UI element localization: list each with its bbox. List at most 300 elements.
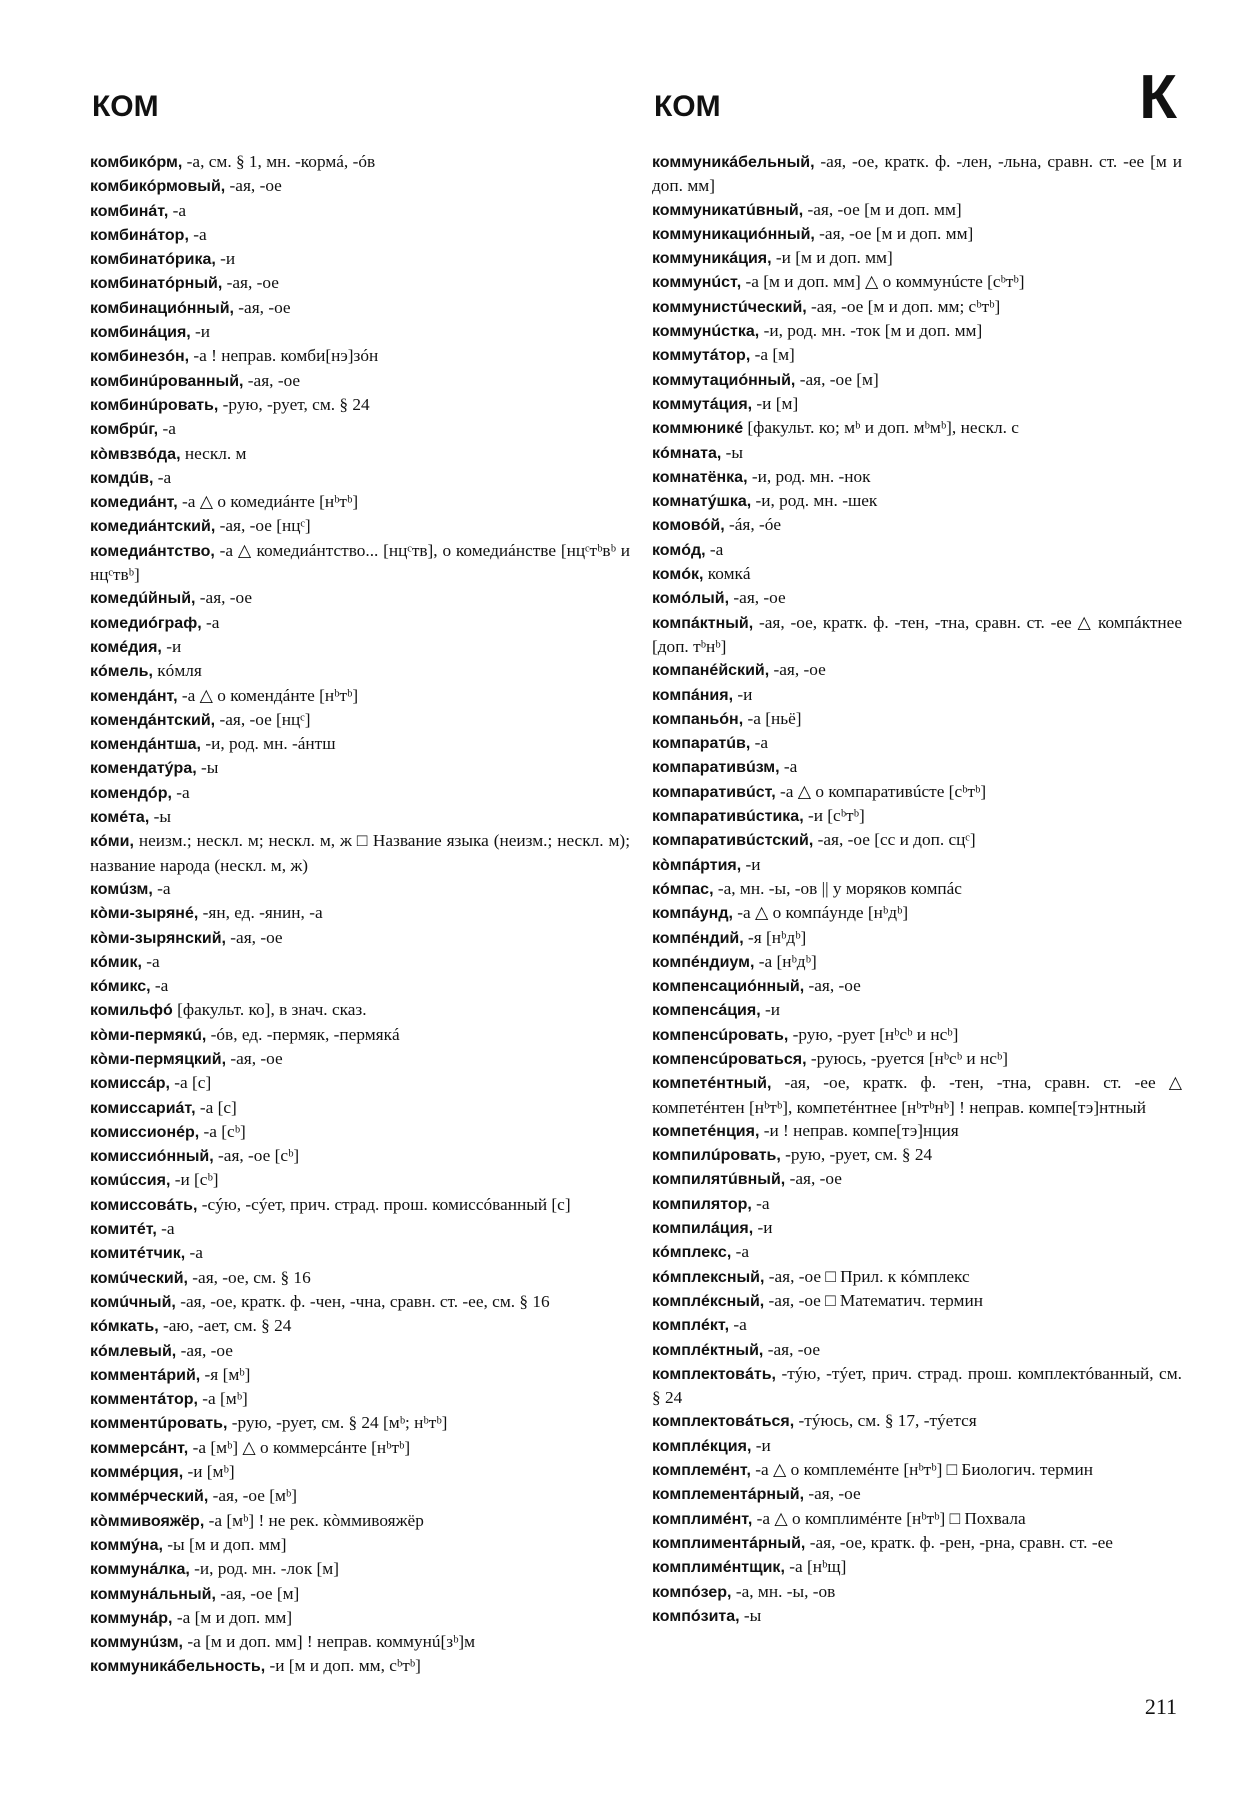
headword: кóмлевый,: [90, 1342, 177, 1360]
headword: комéдия,: [90, 638, 162, 656]
entry-body: -а [с]: [195, 1097, 237, 1117]
dictionary-entry: [90, 659, 630, 683]
entry-body: -а: [201, 612, 220, 632]
dictionary-entry: [90, 1096, 630, 1120]
dictionary-entry: [652, 1604, 1182, 1628]
headword: компенсúровать,: [652, 1026, 789, 1044]
headword: компилятор,: [652, 1195, 752, 1213]
dictionary-entry: [90, 1266, 630, 1290]
entry-body: -ая, -ое: [233, 297, 291, 317]
entry-body: -и: [733, 684, 753, 704]
entry-body: -ая, -ое, см. § 16: [187, 1267, 311, 1287]
entry-body: -и: [161, 636, 182, 656]
dictionary-entry: [652, 1289, 1182, 1313]
headword: коммунáльный,: [90, 1585, 216, 1603]
headword: кóмплексный,: [652, 1268, 765, 1286]
headword: компанéйский,: [652, 662, 770, 680]
entry-body: -ая, -ое: [729, 588, 786, 608]
entry-body: -и: [753, 1218, 773, 1238]
dictionary-entry: [90, 1339, 630, 1363]
headword: кòммивояжёр,: [90, 1512, 205, 1530]
entry-body: -ая, -ое: [225, 927, 283, 947]
dictionary-entry: [90, 1023, 630, 1047]
entry-body: -ая, -ое, кратк. ф. -рен, -рна, сравн. ст. -ее: [805, 1532, 1113, 1552]
dictionary-entry: [652, 1119, 1182, 1143]
dictionary-entry: [90, 901, 630, 925]
dictionary-entry: [652, 319, 1182, 343]
entry-body: -а: [705, 539, 724, 559]
dictionary-entry: [652, 658, 1182, 682]
headword: комендóр,: [90, 784, 172, 802]
headword: компаративúзм,: [652, 759, 780, 777]
dictionary-entry: [652, 1338, 1182, 1362]
dictionary-entry: [90, 781, 630, 805]
entry-body: -и, род. мн. -áнтш: [201, 734, 336, 754]
entry-body: -ая, -ое □ Математич. термин: [764, 1290, 983, 1310]
headword: комбрúг,: [90, 421, 159, 439]
dictionary-entry: [652, 853, 1182, 877]
dictionary-entry: [652, 901, 1182, 925]
dictionary-entry: [652, 1482, 1182, 1506]
headword: компаративúстика,: [652, 808, 804, 826]
dictionary-entry: [90, 1071, 630, 1095]
entry-body: -а [м]: [750, 345, 795, 365]
dictionary-entry: [90, 756, 630, 780]
entry-body: -ы: [721, 442, 744, 462]
headword: кóмпас,: [652, 880, 714, 898]
entry-body: -а: [152, 878, 171, 898]
entry-body: -а ! неправ. комби[нэ]зóн: [189, 346, 379, 366]
entry-body: -и: [741, 854, 761, 874]
dictionary-entry: [652, 150, 1182, 198]
headword: компóзита,: [652, 1607, 740, 1625]
dictionary-entry: [652, 974, 1182, 998]
headword: коммéрческий,: [90, 1488, 209, 1506]
dictionary-entry: [90, 490, 630, 514]
entry-body: -а [сᵇ]: [199, 1121, 246, 1141]
headword: компенсáция,: [652, 1002, 761, 1020]
entry-body: -а: [750, 733, 769, 753]
headword: комплимéнтщик,: [652, 1559, 785, 1577]
dictionary-entry: [90, 1217, 630, 1241]
dictionary-entry: [90, 708, 630, 732]
entry-body: -а [м и доп. мм]: [172, 1607, 293, 1627]
dictionary-entry: [90, 1509, 630, 1533]
dictionary-entry: [652, 465, 1182, 489]
headword: коммуникатúвный,: [652, 201, 804, 219]
headword: комплéкт,: [652, 1317, 730, 1335]
headword: компаньóн,: [652, 710, 744, 728]
left-guide-word: КОМ: [92, 90, 159, 123]
entry-body: -я [нᵇдᵇ]: [743, 927, 807, 947]
headword: комóк,: [652, 566, 704, 584]
headword: коммуникáбельность,: [90, 1658, 266, 1676]
headword: комментáрий,: [90, 1366, 201, 1384]
headword: комитéтчик,: [90, 1245, 186, 1263]
entry-body: -а: [185, 1243, 203, 1263]
entry-body: -ая, -ое, кратк. ф. -тен, -тна, сравн. ст. -ее △ компетéнтен [нᵇтᵇ], компетéнтнее [нᵇтᵇнᵇ] ! неправ. компе[тэ]нтный: [652, 1073, 1182, 1117]
entry-body: -а △ о комплемéнте [нᵇтᵇ] □ Биологич. термин: [750, 1460, 1093, 1480]
dictionary-entry: [652, 343, 1182, 367]
dictionary-entry: [652, 1434, 1182, 1458]
headword: кòми-зырянский,: [90, 929, 226, 947]
entry-body: -ая, -ое [мᵇ]: [208, 1486, 298, 1506]
headword: комбинúрованный,: [90, 372, 244, 390]
dictionary-entry: [652, 1531, 1182, 1555]
headword: комбинатóрный,: [90, 275, 223, 293]
headword: компетéнтный,: [652, 1075, 772, 1093]
headword: компилúровать,: [652, 1147, 781, 1165]
dictionary-entry: [652, 246, 1182, 270]
dictionary-entry: [652, 1265, 1182, 1289]
entry-body: -тýюсь, см. § 17, -тýется: [794, 1411, 977, 1431]
dictionary-entry: [652, 1580, 1182, 1604]
dictionary-entry: [90, 1654, 630, 1678]
entry-body: -ы: [196, 758, 219, 778]
dictionary-entry: [90, 684, 630, 708]
page-number: 211: [1144, 1694, 1177, 1719]
headword: компенсациóнный,: [652, 978, 805, 996]
headword: комплéксный,: [652, 1292, 765, 1310]
entry-body: -ы [м и доп. мм]: [162, 1534, 287, 1554]
headword: коммýна,: [90, 1536, 163, 1554]
entry-body: [факульт. ко], в знач. сказ.: [172, 1000, 367, 1020]
entry-body: -а [нᵇщ]: [784, 1557, 847, 1577]
entry-body: -ая, -ое: [176, 1340, 233, 1360]
headword: коммутáция,: [652, 395, 753, 413]
dictionary-entry: [652, 416, 1182, 440]
entry-body: -ая, -ое: [225, 176, 282, 196]
headword: компáунд,: [652, 905, 733, 923]
headword: кóми,: [90, 833, 134, 851]
headword: комиссáр,: [90, 1075, 170, 1093]
dictionary-entry: [652, 707, 1182, 731]
headword: комовóй,: [652, 517, 725, 535]
headword: компаративúст,: [652, 783, 776, 801]
headword: комбинатóрика,: [90, 251, 216, 269]
entry-body: -а △ комедиáнтство... [нцᶜтв], о комедиáнстве [нцᶜтᵇвᵇ и нцᶜтвᵇ]: [90, 540, 630, 585]
entry-body: -аю, -ает, см. § 24: [158, 1316, 292, 1336]
entry-body: -ая, -ое [нцᶜ]: [215, 709, 311, 729]
left-column: [90, 150, 630, 1679]
headword: коммунистúческий,: [652, 298, 807, 316]
dictionary-entry: [90, 539, 630, 587]
dictionary-entry: [652, 198, 1182, 222]
headword: кòмвзвóда,: [90, 445, 181, 463]
dictionary-entry: [90, 296, 630, 320]
dictionary-entry: [652, 586, 1182, 610]
headword: комóд,: [652, 541, 706, 559]
headword: комúзм,: [90, 880, 153, 898]
dictionary-entry: [652, 1047, 1182, 1071]
dictionary-entry: [90, 1630, 630, 1654]
entry-body: -ая, -ое, кратк. ф. -тен, -тна, сравн. ст. -ее △ компáктнее [доп. тᵇнᵇ]: [652, 612, 1182, 656]
headword: комплимéнт,: [652, 1510, 753, 1528]
dictionary-entry: [652, 755, 1182, 779]
entry-body: -и [сᵇ]: [170, 1170, 219, 1190]
headword: компéндий,: [652, 929, 744, 947]
headword: коммутациóнный,: [652, 371, 796, 389]
headword: комедиóграф,: [90, 614, 202, 632]
headword: коммутáтор,: [652, 347, 751, 365]
headword: комплемéнт,: [652, 1462, 751, 1480]
entry-body: -а: [141, 951, 160, 971]
headword: кòми-пермякú,: [90, 1026, 207, 1044]
headword: компилáция,: [652, 1220, 754, 1238]
dictionary-entry: [652, 804, 1182, 828]
entry-body: нескл. м: [180, 443, 247, 463]
headword: комиссионéр,: [90, 1123, 200, 1141]
entry-body: -áя, -óе: [724, 515, 782, 535]
entry-body: -я [мᵇ]: [200, 1364, 251, 1384]
dictionary-entry: [90, 247, 630, 271]
entry-body: -и: [760, 1000, 780, 1020]
dictionary-entry: [90, 635, 630, 659]
dictionary-entry: [652, 731, 1182, 755]
dictionary-entry: [652, 998, 1182, 1022]
headword: комиссовáть,: [90, 1196, 198, 1214]
entry-body: -а [с]: [169, 1073, 212, 1093]
headword: компетéнция,: [652, 1122, 760, 1140]
headword: компилятúвный,: [652, 1171, 786, 1189]
headword: коммуникáция,: [652, 250, 772, 268]
entry-body: -и: [215, 249, 236, 269]
dictionary-entry: [90, 1533, 630, 1557]
dictionary-entry: [652, 1167, 1182, 1191]
dictionary-entry: [652, 926, 1182, 950]
headword: комéта,: [90, 809, 150, 827]
entry-body: -рую, -рует, см. § 24 [мᵇ; нᵇтᵇ]: [227, 1413, 448, 1433]
dictionary-entry: [652, 950, 1182, 974]
entry-body: -и [м и доп. мм, сᵇтᵇ]: [265, 1656, 421, 1676]
entry-body: -ая, -ое □ Прил. к кóмплекс: [764, 1266, 970, 1286]
dictionary-entry: [90, 586, 630, 610]
entry-body: -и ! неправ. компе[тэ]нция: [759, 1120, 959, 1140]
dictionary-entry: [90, 320, 630, 344]
dictionary-entry: [652, 222, 1182, 246]
dictionary-entry: [652, 1507, 1182, 1531]
entry-body: -а [мᵇ]: [197, 1389, 248, 1409]
headword: кóмкать,: [90, 1318, 159, 1336]
entry-body: -ая, -ое: [763, 1339, 820, 1359]
entry-body: -и, род. мн. -шек: [751, 491, 878, 511]
headword: комментáтор,: [90, 1391, 198, 1409]
entry-body: -а: [150, 976, 169, 996]
entry-body: -а [мᵇ] ! не рек. кòммивояжëр: [204, 1510, 424, 1530]
dictionary-entry: [90, 466, 630, 490]
dictionary-entry: [652, 1409, 1182, 1433]
dictionary-entry: [90, 223, 630, 247]
headword: комментúровать,: [90, 1415, 228, 1433]
entry-body: кóмля: [152, 661, 202, 681]
dictionary-entry: [90, 1557, 630, 1581]
dictionary-entry: [652, 877, 1182, 901]
dictionary-entry: [90, 199, 630, 223]
headword: коммунúзм,: [90, 1634, 183, 1652]
dictionary-entry: [90, 1241, 630, 1265]
dictionary-entry: [90, 1484, 630, 1508]
headword: комендáнтша,: [90, 736, 201, 754]
headword: комбинáция,: [90, 324, 191, 342]
headword: комбинезóн,: [90, 348, 190, 366]
entry-body: -и [м и доп. мм]: [771, 248, 893, 268]
dictionary-entry: [652, 683, 1182, 707]
entry-body: -и: [751, 1435, 771, 1455]
dictionary-entry: [652, 611, 1182, 659]
entry-body: -а △ о компаративúсте [сᵇтᵇ]: [775, 781, 987, 801]
entry-body: -а △ о комплимéнте [нᵇтᵇ] □ Похвала: [752, 1508, 1026, 1528]
right-guide-word: КОМ: [654, 90, 721, 123]
dictionary-entry: [652, 513, 1182, 537]
dictionary-entry: [90, 732, 630, 756]
dictionary-entry: [652, 538, 1182, 562]
dictionary-entry: [90, 611, 630, 635]
dictionary-entry: [652, 392, 1182, 416]
headword: комплиментáрный,: [652, 1534, 806, 1552]
dictionary-entry: [652, 1192, 1182, 1216]
headword: коммéрция,: [90, 1464, 184, 1482]
headword: комитéт,: [90, 1221, 157, 1239]
dictionary-entry: [90, 829, 630, 877]
entry-body: -а: [188, 224, 207, 244]
headword: коммунáлка,: [90, 1561, 190, 1579]
entry-body: [факульт. ко; мᵇ и доп. мᵇмᵇ], нескл. с: [743, 418, 1019, 438]
entry-body: -рую, -рует, см. § 24: [780, 1145, 933, 1165]
entry-body: -ая, -ое: [195, 588, 253, 608]
headword: комиссариáт,: [90, 1099, 196, 1117]
entry-body: -и [сᵇтᵇ]: [803, 806, 865, 826]
entry-body: -а [ньё]: [743, 708, 802, 728]
headword: комúчный,: [90, 1293, 176, 1311]
headword: комендатýра,: [90, 760, 197, 778]
dictionary-entry: [652, 1362, 1182, 1410]
entry-body: -а △ о комедиáнте [нᵇтᵇ]: [177, 492, 359, 512]
headword: кóмплекс,: [652, 1244, 732, 1262]
entry-body: -ы: [149, 807, 171, 827]
dictionary-entry: [652, 1555, 1182, 1579]
headword: коммюникé: [652, 420, 744, 438]
entry-body: -и, род. мн. -нок: [747, 466, 871, 486]
right-column: [652, 150, 1182, 1628]
dictionary-entry: [90, 1047, 630, 1071]
headword: комплементáрный,: [652, 1486, 805, 1504]
dictionary-entry: [652, 1023, 1182, 1047]
entry-body: -а △ о компáунде [нᵇдᵇ]: [732, 903, 909, 923]
entry-body: -и [мᵇ]: [183, 1462, 235, 1482]
entry-body: -óв, ед. -пермяк, -пермякá: [206, 1024, 400, 1044]
headword: комдúв,: [90, 469, 154, 487]
headword: комильфó: [90, 1002, 173, 1020]
dictionary-entry: [90, 1606, 630, 1630]
headword: компáния,: [652, 686, 734, 704]
entry-body: -руюсь, -руется [нᵇсᵇ и нсᵇ]: [806, 1048, 1008, 1068]
entry-body: -ая, -ое, кратк. ф. -лен, -льна, сравн. ст. -ее [м и доп. мм]: [652, 152, 1182, 196]
entry-body: -ая, -ое: [804, 976, 861, 996]
dictionary-entry: [652, 828, 1182, 852]
dictionary-entry: [652, 1458, 1182, 1482]
dictionary-entry: [90, 1582, 630, 1606]
entry-body: -а: [171, 782, 190, 802]
dictionary-entry: [90, 344, 630, 368]
dictionary-entry: [652, 489, 1182, 513]
headword: комендáнт,: [90, 687, 178, 705]
headword: компенсúроваться,: [652, 1050, 807, 1068]
dictionary-entry: [652, 1071, 1182, 1119]
dictionary-entry: [90, 150, 630, 174]
entry-body: -а: [779, 757, 798, 777]
entry-body: -а: [158, 419, 176, 439]
headword: комнатýшка,: [652, 493, 752, 511]
headword: компаративúстский,: [652, 832, 814, 850]
headword: комúссия,: [90, 1172, 171, 1190]
section-letter: К: [1139, 63, 1177, 132]
headword: кóмната,: [652, 444, 722, 462]
entry-body: -и: [190, 322, 211, 342]
headword: кóмель,: [90, 663, 153, 681]
dictionary-entry: [652, 1143, 1182, 1167]
entry-body: -ая, -ое [м]: [215, 1583, 300, 1603]
dictionary-entry: [90, 1314, 630, 1338]
dictionary-entry: [90, 1387, 630, 1411]
entry-body: -а [нᵇдᵇ]: [754, 951, 817, 971]
entry-body: -ая, -ое [м и доп. мм]: [814, 223, 974, 243]
headword: комбикóрмовый,: [90, 178, 226, 196]
dictionary-entry: [90, 950, 630, 974]
dictionary-entry: [652, 270, 1182, 294]
dictionary-entry: [90, 998, 630, 1022]
entry-body: -рую, -рует, см. § 24: [218, 394, 370, 414]
headword: кóмик,: [90, 953, 142, 971]
headword: компéндиум,: [652, 953, 755, 971]
entry-body: -а: [156, 1219, 175, 1239]
entry-body: -ая, -ое [м и доп. мм; сᵇтᵇ]: [806, 296, 1001, 316]
entry-body: -ая, -ое, кратк. ф. -чен, -чна, сравн. ст. -ее, см. § 16: [175, 1291, 550, 1311]
entry-body: -ян, ед. -янин, -а: [198, 903, 323, 923]
headword: комбинúровать,: [90, 396, 219, 414]
dictionary-entry: [652, 1313, 1182, 1337]
dictionary-entry: [90, 1290, 630, 1314]
entry-body: -ая, -ое [сᵇ]: [213, 1146, 300, 1166]
entry-body: -ая, -ое: [769, 660, 826, 680]
headword: кòми-зырянé,: [90, 905, 199, 923]
entry-body: -и [м]: [752, 393, 799, 413]
dictionary-entry: [90, 1411, 630, 1435]
entry-body: -а, мн. -ы, -ов || у моряков компáс: [713, 878, 962, 898]
headword: компóзер,: [652, 1583, 732, 1601]
headword: комплéкция,: [652, 1437, 752, 1455]
headword: коммуникáбельный,: [652, 154, 815, 171]
entry-body: -а: [153, 467, 172, 487]
headword: комнатёнка,: [652, 468, 748, 486]
headword: комедúйный,: [90, 590, 196, 608]
headword: компаратúв,: [652, 735, 751, 753]
dictionary-entry: [652, 1240, 1182, 1264]
headword: коммунúст,: [652, 274, 742, 292]
headword: коммуникациóнный,: [652, 225, 815, 243]
headword: комбикóрм,: [90, 154, 183, 171]
dictionary-entry: [90, 1144, 630, 1168]
headword: комбинациóнный,: [90, 299, 234, 317]
entry-body: -а [м и доп. мм] △ о коммунúсте [сᵇтᵇ]: [741, 272, 1025, 292]
entry-body: -сýю, -сýет, прич. страд. прош. комиссóванный [с]: [197, 1194, 571, 1214]
dictionary-entry: [90, 1193, 630, 1217]
headword: коммунúстка,: [652, 323, 760, 341]
entry-body: -а: [729, 1315, 747, 1335]
entry-body: -а △ о комендáнте [нᵇтᵇ]: [177, 685, 359, 705]
entry-body: -а [мᵇ] △ о коммерсáнте [нᵇтᵇ]: [188, 1437, 411, 1457]
entry-body: -а: [731, 1242, 750, 1262]
dictionary-entry: [90, 393, 630, 417]
